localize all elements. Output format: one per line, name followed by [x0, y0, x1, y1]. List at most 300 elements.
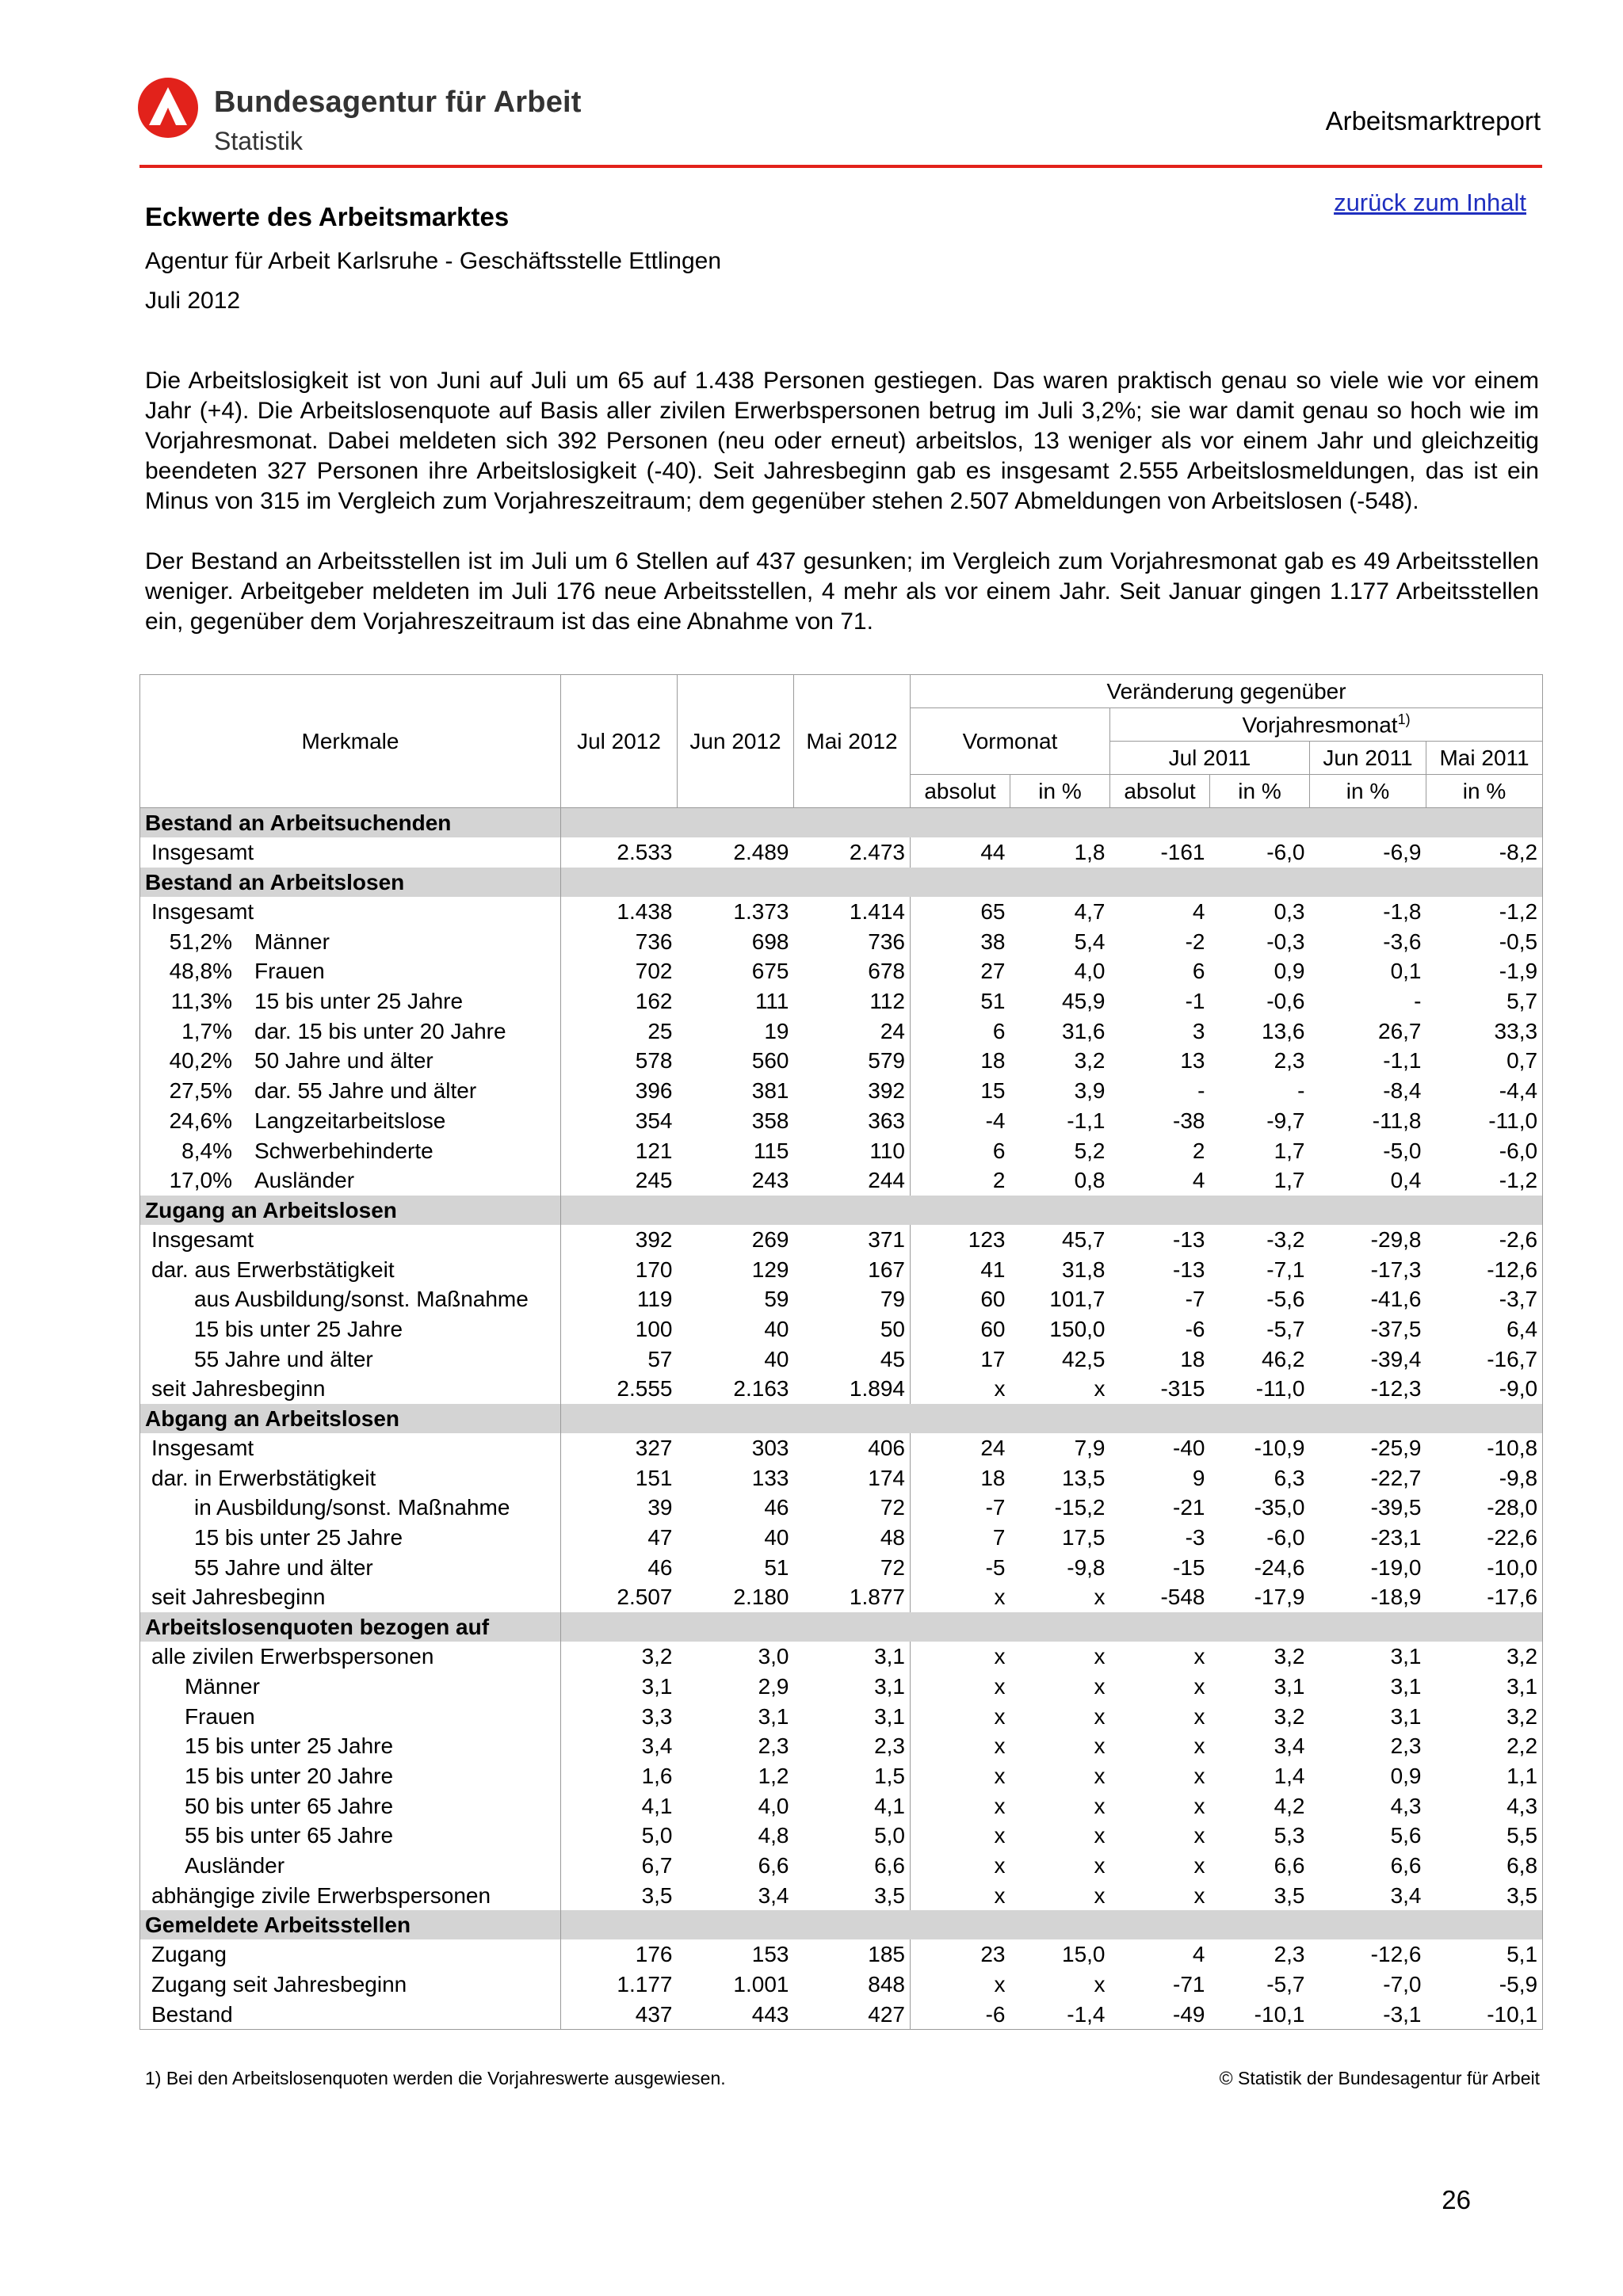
value-cell: 6	[1192, 959, 1205, 984]
value-cell: 3,4	[641, 1733, 673, 1759]
value-cell: 5,0	[641, 1823, 673, 1848]
value-cell: 1.177	[617, 1972, 673, 1997]
value-cell: 0,1	[1390, 959, 1422, 984]
value-cell: 736	[794, 926, 911, 956]
value-cell: 4,3	[1390, 1793, 1422, 1818]
value-cell: -12,3	[1370, 1376, 1422, 1402]
header-divider	[139, 165, 1542, 168]
value-cell: 41	[980, 1257, 1006, 1282]
value-cell: 1,6	[641, 1763, 673, 1788]
value-cell: 1,7	[1274, 1168, 1305, 1193]
row-label	[140, 1254, 561, 1284]
value-cell: 47	[647, 1525, 673, 1550]
value-cell: -17,3	[1370, 1257, 1422, 1282]
value-cell: 1,5	[794, 1761, 911, 1791]
value-cell: -71	[1173, 1972, 1205, 1997]
value-cell: x	[1094, 1823, 1106, 1848]
value-cell: x	[994, 1793, 1006, 1818]
value-cell: 3,1	[1390, 1644, 1422, 1669]
table-row	[140, 897, 1543, 927]
value-cell: 72	[794, 1552, 911, 1582]
value-cell: 358	[751, 1108, 789, 1133]
value-cell: 443	[678, 1999, 794, 2029]
table-row	[140, 1106, 1543, 1136]
share-percent: 48,8%	[169, 959, 232, 984]
table-row	[140, 1672, 1543, 1702]
value-cell: 0,3	[1274, 899, 1305, 925]
value-cell: 48	[794, 1523, 911, 1553]
section-label: Arbeitslosenquoten bezogen auf	[140, 1612, 561, 1642]
row-label-text: Frauen	[185, 1703, 255, 1729]
table-section-row	[140, 868, 1543, 897]
value-cell: 675	[751, 959, 789, 984]
table-row	[140, 1761, 1543, 1791]
value-cell: 5,0	[794, 1821, 911, 1851]
value-cell: x	[1193, 1793, 1205, 1818]
value-cell: 678	[794, 956, 911, 986]
value-cell: -1	[1185, 989, 1205, 1014]
row-label	[140, 1999, 561, 2029]
section-fill	[561, 1404, 1543, 1433]
value-cell: 45,9	[1062, 989, 1106, 1014]
table-row	[140, 956, 1543, 986]
row-label-text: abhängige zivile Erwerbspersonen	[151, 1882, 491, 1908]
table-section-row	[140, 1910, 1543, 1939]
value-cell: 2.533	[617, 840, 673, 865]
row-label-text: Schwerbehinderte	[254, 1138, 433, 1163]
value-cell: x	[994, 1823, 1006, 1848]
value-cell: -0,3	[1266, 929, 1305, 954]
back-to-contents-link[interactable]: zurück zum Inhalt	[1334, 189, 1526, 216]
value-cell: 2,3	[794, 1731, 911, 1761]
value-cell: 24	[794, 1016, 911, 1046]
value-cell: -3,6	[1383, 929, 1422, 954]
value-cell: 6	[992, 1138, 1006, 1163]
value-cell: 51	[764, 1554, 789, 1580]
report-period: Juli 2012	[145, 288, 241, 314]
value-cell: 18	[980, 1048, 1006, 1074]
table-row	[140, 1165, 1543, 1196]
value-cell: 167	[794, 1254, 911, 1284]
value-cell: -5	[985, 1554, 1006, 1580]
value-cell: -	[1297, 1078, 1305, 1104]
value-cell: 427	[794, 1999, 911, 2029]
share-percent: 1,7%	[181, 1018, 232, 1043]
value-cell: x	[1094, 1376, 1106, 1402]
value-cell: -11,0	[1255, 1376, 1305, 1402]
key-figures-table	[139, 674, 1542, 2030]
value-cell: 354	[635, 1108, 673, 1133]
row-label	[140, 1970, 561, 2000]
value-cell: 3,2	[1426, 1701, 1543, 1731]
value-cell: x	[994, 1644, 1006, 1669]
value-cell: -25,9	[1370, 1436, 1422, 1461]
value-cell: -11,8	[1372, 1108, 1422, 1133]
value-cell: 6,6	[1274, 1852, 1305, 1878]
value-cell: x	[994, 1673, 1006, 1699]
header-veraenderung: Veränderung gegenüber	[911, 675, 1543, 708]
table-row	[140, 1851, 1543, 1881]
table-row	[140, 1046, 1543, 1076]
row-label	[140, 1701, 561, 1731]
table-row	[140, 1701, 1543, 1731]
value-cell: -10,9	[1254, 1436, 1305, 1461]
row-label-text: aus Ausbildung/sonst. Maßnahme	[194, 1287, 529, 1312]
value-cell: -15	[1173, 1554, 1205, 1580]
value-cell: 3,4	[1390, 1882, 1422, 1908]
value-cell: 7,9	[1074, 1436, 1106, 1461]
value-cell: 1,1	[1426, 1761, 1543, 1791]
row-label-text: dar. aus Erwerbstätigkeit	[151, 1257, 395, 1282]
row-label	[140, 1314, 561, 1344]
value-cell: 51	[980, 989, 1006, 1014]
value-cell: 38	[980, 929, 1006, 954]
value-cell: 4	[1192, 1168, 1205, 1193]
value-cell: 6,7	[641, 1852, 673, 1878]
row-label	[140, 1433, 561, 1463]
value-cell: x	[994, 1763, 1006, 1788]
value-cell: -3,7	[1426, 1284, 1543, 1314]
value-cell: 2	[1192, 1138, 1205, 1163]
share-percent: 11,3%	[170, 989, 232, 1014]
value-cell: -1,4	[1010, 1999, 1110, 2029]
value-cell: 3,1	[1390, 1703, 1422, 1729]
value-cell: 13,5	[1062, 1465, 1106, 1490]
value-cell: 9	[1192, 1465, 1205, 1490]
row-label	[140, 1731, 561, 1761]
value-cell: -7,1	[1266, 1257, 1305, 1282]
value-cell: -315	[1160, 1376, 1205, 1402]
value-cell: -10,1	[1210, 1999, 1310, 2029]
share-percent: 17,0%	[169, 1168, 232, 1193]
share-percent: 24,6%	[169, 1108, 232, 1133]
header-in-percent: in %	[1426, 775, 1543, 808]
value-cell: 101,7	[1049, 1287, 1106, 1312]
value-cell: x	[1193, 1644, 1205, 1669]
value-cell: 115	[753, 1138, 789, 1163]
value-cell: 60	[980, 1287, 1006, 1312]
value-cell: 6,8	[1426, 1851, 1543, 1881]
value-cell: -12,6	[1426, 1254, 1543, 1284]
value-cell: 3,1	[758, 1703, 789, 1729]
table-row	[140, 1135, 1543, 1165]
value-cell: -1,9	[1426, 956, 1543, 986]
value-cell: 1.877	[794, 1582, 911, 1612]
row-label	[140, 1374, 561, 1404]
value-cell: -10,8	[1426, 1433, 1543, 1463]
summary-paragraph-2: Der Bestand an Arbeitsstellen ist im Juli um 6 Stellen auf 437 gesunken; im Vergleich zum Vorjahresmonat gab es 49 Arbeitsstellen weniger. Arbeitgeber meldeten im Juli 176 neue Arbeitsstellen, 4 mehr als vor einem Jahr. Seit Januar gingen 1.177 Arbeitsstellen ein, gegenüber dem Vorjahreszeitraum ist das eine Abnahme von 71.	[145, 548, 1539, 635]
value-cell: x	[1094, 1763, 1106, 1788]
value-cell: 6,6	[758, 1852, 789, 1878]
value-cell: 437	[561, 1999, 678, 2029]
row-label-text: Ausländer	[254, 1168, 355, 1193]
value-cell: x	[994, 1972, 1006, 1997]
org-name: Bundesagentur für Arbeit	[214, 86, 582, 119]
value-cell: -13	[1173, 1226, 1205, 1252]
value-cell: -13	[1173, 1257, 1205, 1282]
value-cell: 3,1	[794, 1672, 911, 1702]
value-cell: -6	[1185, 1316, 1205, 1341]
value-cell: -0,5	[1426, 926, 1543, 956]
value-cell: x	[1094, 1852, 1106, 1878]
row-label-text: alle zivilen Erwerbspersonen	[151, 1644, 434, 1669]
value-cell: x	[1193, 1733, 1205, 1759]
value-cell: 162	[635, 989, 673, 1014]
value-cell: 3,1	[1426, 1672, 1543, 1702]
value-cell: 151	[635, 1465, 673, 1490]
row-label-text: 15 bis unter 20 Jahre	[185, 1763, 394, 1788]
value-cell: 243	[751, 1168, 789, 1193]
value-cell: 40	[764, 1316, 789, 1341]
footnote: 1) Bei den Arbeitslosenquoten werden die Vorjahreswerte ausgewiesen.	[145, 2068, 726, 2088]
value-cell: 4	[1192, 899, 1205, 925]
value-cell: -29,8	[1370, 1226, 1422, 1252]
value-cell: 129	[751, 1257, 789, 1282]
row-label	[140, 1880, 561, 1910]
value-cell: 3,1	[794, 1701, 911, 1731]
value-cell: 5,1	[1426, 1939, 1543, 1970]
row-label-text: 50 Jahre und älter	[254, 1048, 433, 1074]
value-cell: 4,1	[641, 1793, 673, 1818]
section-fill	[561, 808, 1543, 838]
value-cell: -5,9	[1426, 1970, 1543, 2000]
value-cell: 1.373	[733, 899, 789, 925]
value-cell: 3,3	[641, 1703, 673, 1729]
table-section-row	[140, 808, 1543, 838]
value-cell: 150,0	[1049, 1316, 1106, 1341]
section-label: Bestand an Arbeitsuchenden	[140, 808, 561, 838]
value-cell: 5,5	[1426, 1821, 1543, 1851]
value-cell: 736	[635, 929, 673, 954]
value-cell: -9,8	[1067, 1554, 1106, 1580]
value-cell: 3,2	[1274, 1703, 1305, 1729]
value-cell: 1,4	[1274, 1763, 1305, 1788]
value-cell: 4,7	[1074, 899, 1106, 925]
value-cell: -	[1197, 1078, 1205, 1104]
row-label-text: 50 bis unter 65 Jahre	[185, 1793, 394, 1818]
table-row	[140, 1791, 1543, 1821]
row-label-text: seit Jahresbeginn	[151, 1376, 326, 1402]
value-cell: -7	[985, 1495, 1006, 1520]
value-cell: -	[1414, 989, 1422, 1014]
value-cell: 1.001	[733, 1972, 789, 1997]
copyright: © Statistik der Bundesagentur für Arbeit	[1219, 2068, 1540, 2088]
value-cell: 46	[647, 1554, 673, 1580]
agency-subtitle: Agentur für Arbeit Karlsruhe - Geschäftsstelle Ettlingen	[145, 248, 722, 274]
table-row	[140, 1433, 1543, 1463]
value-cell: 3,0	[758, 1644, 789, 1669]
value-cell: 396	[635, 1078, 673, 1104]
value-cell: 4	[1192, 1942, 1205, 1967]
value-cell: x	[1094, 1585, 1106, 1610]
value-cell: -22,7	[1370, 1465, 1422, 1490]
value-cell: 4,0	[758, 1793, 789, 1818]
row-label	[140, 837, 561, 868]
value-cell: 5,3	[1274, 1823, 1305, 1848]
row-label-text: Frauen	[254, 959, 325, 984]
header-vorjahresmonat: Vorjahresmonat$^{1)}$	[1110, 708, 1543, 742]
value-cell: 65	[980, 899, 1006, 925]
table-section-row	[140, 1196, 1543, 1225]
value-cell: -17,6	[1426, 1582, 1543, 1612]
value-cell: 170	[635, 1257, 673, 1282]
value-cell: 15	[980, 1078, 1006, 1104]
header-merkmale: Merkmale	[140, 675, 561, 808]
row-label	[140, 956, 561, 986]
table-row	[140, 1970, 1543, 2000]
table-row	[140, 1821, 1543, 1851]
value-cell: 174	[794, 1463, 911, 1493]
value-cell: x	[1094, 1793, 1106, 1818]
value-cell: -5,0	[1383, 1138, 1422, 1163]
value-cell: 2,3	[1274, 1048, 1305, 1074]
value-cell: -4,4	[1426, 1076, 1543, 1106]
value-cell: 18	[980, 1465, 1006, 1490]
row-label	[140, 1016, 561, 1046]
value-cell: -1,1	[1383, 1048, 1422, 1074]
value-cell: 3,5	[794, 1880, 911, 1910]
table-row	[140, 1493, 1543, 1523]
share-percent: 27,5%	[169, 1078, 232, 1104]
row-label	[140, 1939, 561, 1970]
value-cell: -37,5	[1370, 1316, 1422, 1341]
value-cell: 42,5	[1062, 1346, 1106, 1371]
row-label	[140, 897, 561, 927]
value-cell: x	[1193, 1703, 1205, 1729]
value-cell: 2.555	[617, 1376, 673, 1402]
row-label-text: dar. 15 bis unter 20 Jahre	[254, 1018, 506, 1043]
value-cell: 6,4	[1426, 1314, 1543, 1344]
value-cell: 4,1	[794, 1791, 911, 1821]
value-cell: 72	[794, 1493, 911, 1523]
share-percent: 8,4%	[181, 1138, 232, 1163]
value-cell: 702	[635, 959, 673, 984]
value-cell: -9,7	[1266, 1108, 1305, 1133]
value-cell: 46	[764, 1495, 789, 1520]
value-cell: -16,7	[1426, 1344, 1543, 1374]
page-title: Eckwerte des Arbeitsmarktes	[145, 202, 510, 231]
row-label-text: Insgesamt	[151, 840, 254, 865]
value-cell: 0,7	[1426, 1046, 1543, 1076]
value-cell: 2	[992, 1168, 1006, 1193]
section-fill	[561, 1910, 1543, 1939]
row-label	[140, 1791, 561, 1821]
row-label	[140, 1135, 561, 1165]
row-label-text: Insgesamt	[151, 1226, 254, 1252]
value-cell: x	[994, 1733, 1006, 1759]
value-cell: 392	[794, 1076, 911, 1106]
value-cell: -38	[1173, 1108, 1205, 1133]
row-label-text: Insgesamt	[151, 1436, 254, 1461]
value-cell: 3,2	[1274, 1644, 1305, 1669]
value-cell: 5,4	[1074, 929, 1106, 954]
value-cell: -28,0	[1426, 1493, 1543, 1523]
value-cell: -12,6	[1370, 1942, 1422, 1967]
section-label: Bestand an Arbeitslosen	[140, 868, 561, 897]
value-cell: 3,1	[641, 1673, 673, 1699]
row-label	[140, 1642, 561, 1672]
value-cell: 2,3	[1390, 1733, 1422, 1759]
value-cell: -35,0	[1254, 1495, 1305, 1520]
value-cell: 303	[751, 1436, 789, 1461]
value-cell: -10,0	[1426, 1552, 1543, 1582]
row-label-text: seit Jahresbeginn	[151, 1585, 326, 1610]
value-cell: 2.180	[733, 1585, 789, 1610]
row-label-text: 15 bis unter 25 Jahre	[194, 1316, 403, 1341]
value-cell: 3,4	[1274, 1733, 1305, 1759]
value-cell: 15,0	[1062, 1942, 1106, 1967]
ba-logo-icon	[136, 76, 200, 139]
value-cell: 327	[635, 1436, 673, 1461]
header-jul-2012: Jul 2012	[561, 675, 678, 808]
org-subtitle: Statistik	[214, 127, 304, 155]
value-cell: 176	[635, 1942, 673, 1967]
value-cell: x	[1193, 1823, 1205, 1848]
header-mai-2011: Mai 2011	[1426, 742, 1543, 775]
row-label-text: 55 bis unter 65 Jahre	[185, 1823, 394, 1848]
value-cell: 23	[980, 1942, 1006, 1967]
row-label-text: Insgesamt	[151, 899, 254, 925]
value-cell: -11,0	[1426, 1106, 1543, 1136]
table-row	[140, 1225, 1543, 1255]
table-row	[140, 926, 1543, 956]
value-cell: 698	[751, 929, 789, 954]
table-row	[140, 1254, 1543, 1284]
value-cell: 121	[635, 1138, 673, 1163]
value-cell: 79	[794, 1284, 911, 1314]
value-cell: 40	[764, 1525, 789, 1550]
value-cell: 3,5	[641, 1882, 673, 1908]
header-absolut: absolut	[911, 775, 1010, 808]
value-cell: 3,1	[1274, 1673, 1305, 1699]
value-cell: 119	[636, 1287, 673, 1312]
value-cell: 3,1	[794, 1642, 911, 1672]
value-cell: x	[1094, 1733, 1106, 1759]
value-cell: x	[1193, 1673, 1205, 1699]
value-cell: 13	[1180, 1048, 1205, 1074]
value-cell: -22,6	[1426, 1523, 1543, 1553]
value-cell: -1,1	[1067, 1108, 1106, 1133]
value-cell: -548	[1160, 1585, 1205, 1610]
table-row	[140, 1939, 1543, 1970]
value-cell: -3,1	[1310, 1999, 1426, 2029]
row-label-text: Zugang	[151, 1942, 227, 1967]
value-cell: x	[1193, 1763, 1205, 1788]
table-section-row	[140, 1612, 1543, 1642]
row-label	[140, 1165, 561, 1196]
value-cell: -9,0	[1426, 1374, 1543, 1404]
value-cell: 3,2	[1426, 1642, 1543, 1672]
value-cell: 3,9	[1074, 1078, 1106, 1104]
value-cell: x	[1193, 1882, 1205, 1908]
row-label-text: dar. 55 Jahre und älter	[254, 1078, 477, 1104]
value-cell: -5,6	[1266, 1287, 1305, 1312]
value-cell: -5,7	[1266, 1972, 1305, 1997]
value-cell: x	[1094, 1644, 1106, 1669]
value-cell: 26,7	[1378, 1018, 1422, 1043]
value-cell: 0,4	[1390, 1168, 1422, 1193]
value-cell: 45	[794, 1344, 911, 1374]
value-cell: -9,8	[1426, 1463, 1543, 1493]
value-cell: 2,3	[758, 1733, 789, 1759]
row-label	[140, 1493, 561, 1523]
value-cell: -8,4	[1383, 1078, 1422, 1104]
table-row	[140, 1374, 1543, 1404]
value-cell: 560	[751, 1048, 789, 1074]
value-cell: 45,7	[1062, 1226, 1106, 1252]
value-cell: 2,9	[758, 1673, 789, 1699]
value-cell: 3,1	[1390, 1673, 1422, 1699]
